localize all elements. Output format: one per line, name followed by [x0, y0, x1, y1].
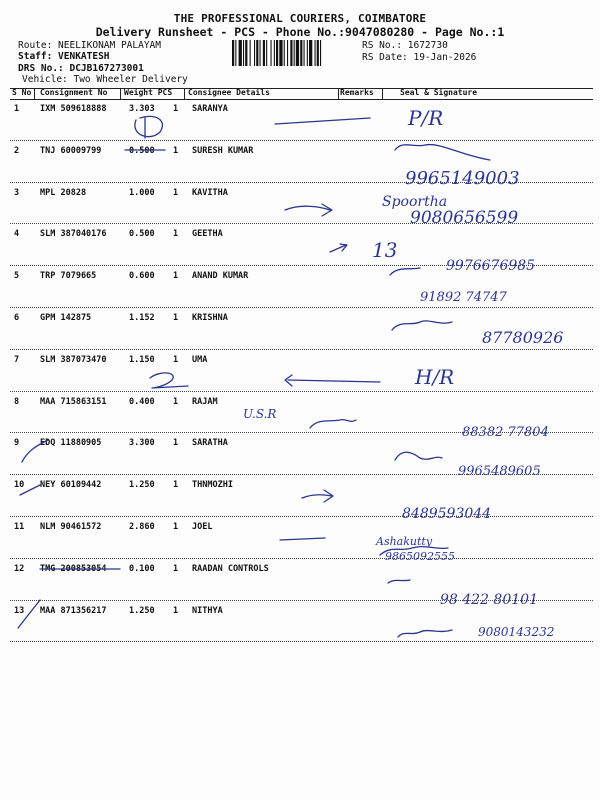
barcode-bar — [274, 40, 275, 66]
barcode-bar — [266, 40, 267, 66]
handwritten-phone: 91892 74747 — [420, 290, 507, 305]
row-consignment: TNJ 60009799 — [40, 145, 102, 156]
row-weight: 3.303 — [129, 104, 155, 114]
row-weight: 2.860 — [129, 522, 155, 532]
col-header-weight-pcs: Weight PCS — [124, 88, 173, 97]
col-header-consignment: Consignment No — [40, 88, 108, 97]
handwritten-phone: 87780926 — [482, 328, 564, 347]
row-pcs: 1 — [173, 438, 179, 449]
row-consignee: THNMOZHI — [192, 480, 233, 491]
staff-label: Staff: VENKATESH — [18, 51, 110, 62]
route-label: Route: NEELIKONAM PALAYAM — [18, 40, 161, 51]
row-divider — [10, 349, 593, 350]
handwritten-phone: 88382 77804 — [462, 425, 549, 440]
rs-date: RS Date: 19-Jan-2026 — [362, 52, 477, 63]
row-consignment: NEY 60109442 — [40, 480, 102, 491]
row-divider — [10, 641, 593, 642]
row-pcs: 1 — [173, 522, 179, 532]
row-sno: 9 — [14, 438, 20, 449]
row-consignment: IXM 509618888 — [40, 104, 107, 114]
barcode-bar — [309, 40, 312, 66]
row-pcs: 1 — [173, 480, 179, 491]
row-pcs: 1 — [173, 605, 179, 616]
row-sno: 13 — [14, 605, 25, 616]
row-consignee: UMA — [192, 354, 208, 365]
handwritten-phone: 9080656599 — [410, 208, 519, 228]
vehicle-label: Vehicle: Two Wheeler Delivery — [22, 74, 188, 85]
rs-number: RS No.: 1672730 — [362, 40, 448, 51]
handwritten-phone: 8489593044 — [402, 506, 492, 522]
barcode-image — [232, 40, 356, 66]
row-consignee: SARATHA — [192, 438, 228, 449]
table-header-rule — [10, 99, 593, 100]
barcode-bar — [260, 40, 261, 66]
row-divider — [10, 307, 593, 308]
row-weight: 0.500 — [129, 145, 155, 156]
col-divider — [120, 88, 121, 99]
row-consignment: TRP 7079665 — [40, 271, 97, 282]
handwritten-seal: P/R — [408, 106, 444, 130]
row-sno: 7 — [14, 354, 20, 365]
col-header-remarks: Remarks — [340, 88, 374, 97]
barcode-bar — [320, 40, 321, 66]
barcode-bar — [235, 40, 236, 66]
barcode-bar — [245, 40, 247, 66]
handwritten-seal: H/R — [415, 365, 455, 389]
barcode-bar — [232, 40, 234, 66]
handwritten-number: 13 — [372, 238, 398, 262]
handwritten-phone: 9965489605 — [458, 464, 541, 479]
barcode-bar — [250, 40, 251, 66]
barcode-bar — [296, 40, 299, 66]
row-sno: 8 — [14, 396, 20, 407]
barcode-bar — [294, 40, 295, 66]
row-sno: 11 — [14, 522, 25, 532]
row-pcs: 1 — [173, 313, 179, 323]
barcode-bar — [290, 40, 292, 66]
barcode-bar — [271, 40, 272, 66]
row-pcs: 1 — [173, 396, 179, 407]
row-consignee: NITHYA — [192, 605, 223, 616]
row-consignee: GEETHA — [192, 229, 223, 240]
drs-number: DRS No.: DCJB167273001 — [18, 63, 144, 74]
row-sno: 5 — [14, 271, 20, 282]
row-divider — [10, 558, 593, 559]
row-sno: 12 — [14, 563, 25, 574]
col-divider — [34, 88, 35, 99]
row-pcs: 1 — [173, 145, 179, 156]
handwritten-remark: U.S.R — [243, 407, 277, 421]
row-sno: 6 — [14, 313, 20, 323]
row-pcs: 1 — [173, 354, 179, 365]
row-consignment: EDQ 11880905 — [40, 438, 102, 449]
row-weight: 1.250 — [129, 480, 155, 491]
row-weight: 3.300 — [129, 438, 155, 449]
row-weight: 1.000 — [129, 187, 155, 198]
row-consignee: JOEL — [192, 522, 213, 532]
row-consignment: MAA 715863151 — [40, 396, 107, 407]
handwritten-name: Spoortha — [382, 194, 448, 210]
row-consignment: MAA 871356217 — [40, 605, 107, 616]
row-weight: 1.250 — [129, 605, 155, 616]
row-weight: 0.400 — [129, 396, 155, 407]
row-sno: 3 — [14, 187, 20, 198]
company-title: THE PROFESSIONAL COURIERS, COIMBATORE — [173, 12, 427, 25]
barcode-bar — [300, 40, 302, 66]
row-sno: 10 — [14, 480, 25, 491]
row-weight: 1.150 — [129, 354, 155, 365]
barcode-bar — [315, 40, 316, 66]
barcode-bar — [263, 40, 265, 66]
barcode-bar — [307, 40, 308, 66]
row-sno: 2 — [14, 145, 20, 156]
col-divider — [382, 88, 383, 99]
col-divider — [338, 88, 339, 99]
row-pcs: 1 — [173, 563, 179, 574]
barcode-bar — [287, 40, 288, 66]
row-pcs: 1 — [173, 229, 179, 240]
handwritten-name: Ashakutty — [376, 535, 433, 548]
barcode-bar — [304, 40, 305, 66]
row-consignment: MPL 20828 — [40, 187, 87, 198]
barcode-bar — [254, 40, 255, 66]
barcode-bar — [284, 40, 285, 66]
handwritten-phone: 98 422 80101 — [440, 592, 538, 608]
row-consignee: SURESH KUMAR — [192, 145, 254, 156]
row-consignee: RAADAN CONTROLS — [192, 563, 269, 574]
row-consignment: SLM 387073470 — [40, 354, 107, 365]
row-consignment: TMG 200853054 — [40, 563, 107, 574]
row-consignment: NLM 90461572 — [40, 522, 102, 532]
row-weight: 1.152 — [129, 313, 155, 323]
runsheet-subtitle: Delivery Runsheet - PCS - Phone No.:9047080280 - Page No.:1 — [95, 25, 505, 39]
barcode-bar — [279, 40, 282, 66]
row-consignee: RAJAM — [192, 396, 218, 407]
row-pcs: 1 — [173, 187, 179, 198]
row-divider — [10, 516, 593, 517]
col-divider — [184, 88, 185, 99]
row-divider — [10, 140, 593, 141]
handwritten-phone: 9865092555 — [385, 550, 455, 563]
row-pcs: 1 — [173, 104, 179, 114]
row-divider — [10, 391, 593, 392]
row-weight: 0.600 — [129, 271, 155, 282]
row-sno: 4 — [14, 229, 20, 240]
handwritten-phone: 9080143232 — [478, 625, 555, 639]
row-consignee: KRISHNA — [192, 313, 228, 323]
barcode-bar — [276, 40, 278, 66]
row-consignment: SLM 387040176 — [40, 229, 107, 240]
row-consignment: GPM 142875 — [40, 313, 92, 323]
row-consignee: KAVITHA — [192, 187, 228, 198]
barcode-bar — [256, 40, 258, 66]
row-consignee: ANAND KUMAR — [192, 271, 249, 282]
barcode-bar — [239, 40, 242, 66]
barcode-bar — [243, 40, 244, 66]
col-header-consignee: Consignee Details — [188, 88, 270, 97]
barcode-bar — [317, 40, 319, 66]
handwritten-phone: 9965149003 — [405, 168, 520, 189]
row-weight: 0.100 — [129, 563, 155, 574]
col-header-seal: Seal & Signature — [400, 88, 478, 97]
row-sno: 1 — [14, 104, 20, 114]
row-pcs: 1 — [173, 271, 179, 282]
col-header-sno: S No — [12, 88, 32, 97]
handwritten-phone: 9976676985 — [446, 258, 536, 274]
row-consignee: SARANYA — [192, 104, 228, 114]
row-weight: 0.500 — [129, 229, 155, 240]
